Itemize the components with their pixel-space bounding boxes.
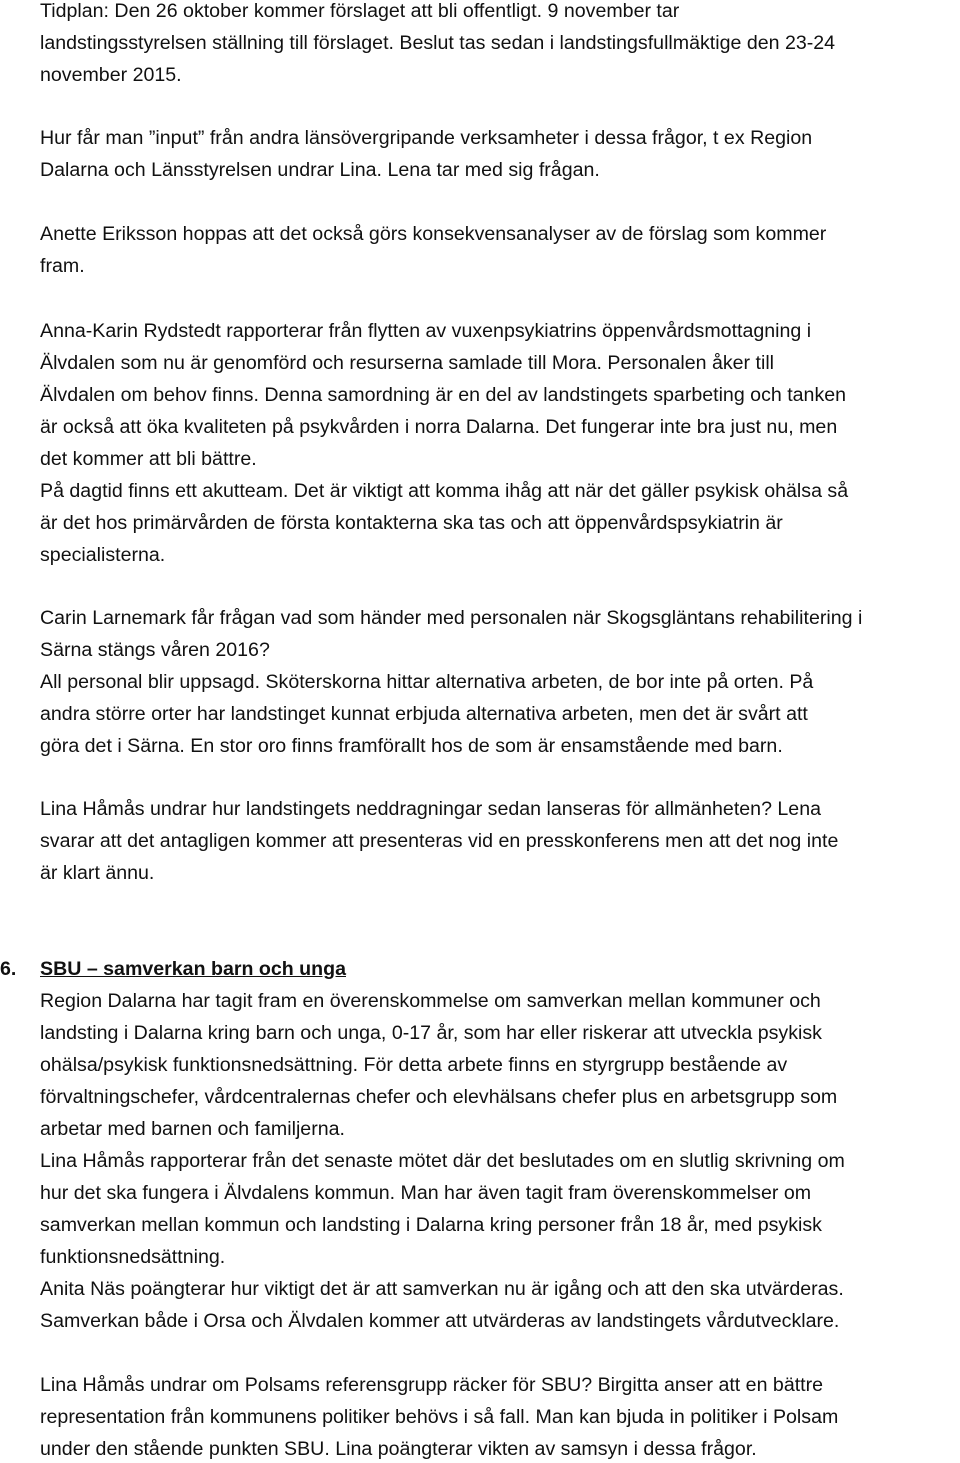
text-line: specialisterna.	[40, 544, 166, 566]
text-line: Region Dalarna har tagit fram en överenskommelse om samverkan mellan kommuner och	[40, 990, 821, 1012]
text-line: under den stående punkten SBU. Lina poängterar vikten av samsyn i dessa frågor.	[40, 1438, 757, 1460]
text-line: Tidplan: Den 26 oktober kommer förslaget att bli offentligt. 9 november tar	[40, 0, 680, 22]
text-line: Lina Håmås rapporterar från det senaste mötet där det beslutades om en slutlig skrivning om	[40, 1150, 845, 1172]
text-line: På dagtid finns ett akutteam. Det är viktigt att komma ihåg att när det gäller psykisk ohälsa så	[40, 480, 849, 502]
text-line: Samverkan både i Orsa och Älvdalen kommer att utvärderas av landstingets vårdutvecklare.	[40, 1310, 840, 1332]
text-line: Särna stängs våren 2016?	[40, 639, 270, 661]
text-line: representation från kommunens politiker behövs i så fall. Man kan bjuda in politiker i Polsam	[40, 1406, 839, 1428]
text-line: landsting i Dalarna kring barn och unga, 0-17 år, som har eller riskerar att utveckla psykisk	[40, 1022, 822, 1044]
text-line: svarar att det antagligen kommer att presenteras vid en presskonferens men att det nog inte	[40, 830, 839, 852]
text-line: är också att öka kvaliteten på psykvården i norra Dalarna. Det fungerar inte bra just nu, men	[40, 416, 838, 438]
text-line: Carin Larnemark får frågan vad som händer med personalen när Skogsgläntans rehabilitering i	[40, 607, 863, 629]
text-line: arbetar med barnen och familjerna.	[40, 1118, 345, 1140]
text-line: andra större orter har landstinget kunnat erbjuda alternativa arbeten, men det är svårt att	[40, 703, 808, 725]
text-line: göra det i Särna. En stor oro finns framförallt hos de som är ensamstående med barn.	[40, 735, 783, 757]
text-line: funktionsnedsättning.	[40, 1246, 226, 1268]
text-line: november 2015.	[40, 64, 182, 86]
text-line: är det hos primärvården de första kontakterna ska tas och att öppenvårdspsykiatrin är	[40, 512, 783, 534]
text-line: ohälsa/psykisk funktionsnedsättning. För detta arbete finns en styrgrupp bestående av	[40, 1054, 788, 1076]
text-line: All personal blir uppsagd. Sköterskorna hittar alternativa arbeten, de bor inte på orten. På	[40, 671, 814, 693]
text-line: Anna-Karin Rydstedt rapporterar från flytten av vuxenpsykiatrins öppenvårdsmottagning i	[40, 320, 812, 342]
text-line: Lina Håmås undrar om Polsams referensgrupp räcker för SBU? Birgitta anser att en bättre	[40, 1374, 824, 1396]
section-title: SBU – samverkan barn och unga	[40, 958, 346, 980]
text-line: fram.	[40, 255, 85, 277]
text-line: Lina Håmås undrar hur landstingets neddragningar sedan lanseras för allmänheten? Lena	[40, 798, 821, 820]
text-line: Dalarna och Länsstyrelsen undrar Lina. Lena tar med sig frågan.	[40, 159, 600, 181]
text-line: Anette Eriksson hoppas att det också görs konsekvensanalyser av de förslag som kommer	[40, 223, 827, 245]
text-line: förvaltningschefer, vårdcentralernas chefer och elevhälsans chefer plus en arbetsgrupp som	[40, 1086, 838, 1108]
text-line: Älvdalen om behov finns. Denna samordning är en del av landstingets sparbeting och tanken	[40, 384, 847, 406]
section-number: 6.	[0, 958, 17, 980]
text-line: hur det ska fungera i Älvdalens kommun. Man har även tagit fram överenskommelser om	[40, 1182, 812, 1204]
text-line: Hur får man ”input” från andra länsövergripande verksamheter i dessa frågor, t ex Region	[40, 127, 813, 149]
text-line: Älvdalen som nu är genomförd och resurserna samlade till Mora. Personalen åker till	[40, 352, 775, 374]
text-line: landstingsstyrelsen ställning till förslaget. Beslut tas sedan i landstingsfullmäktige den 23-24	[40, 32, 836, 54]
text-line: är klart ännu.	[40, 862, 155, 884]
text-line: det kommer att bli bättre.	[40, 448, 257, 470]
text-line: Anita Näs poängterar hur viktigt det är att samverkan nu är igång och att den ska utvärderas.	[40, 1278, 844, 1300]
text-line: samverkan mellan kommun och landsting i Dalarna kring personer från 18 år, med psykisk	[40, 1214, 822, 1236]
